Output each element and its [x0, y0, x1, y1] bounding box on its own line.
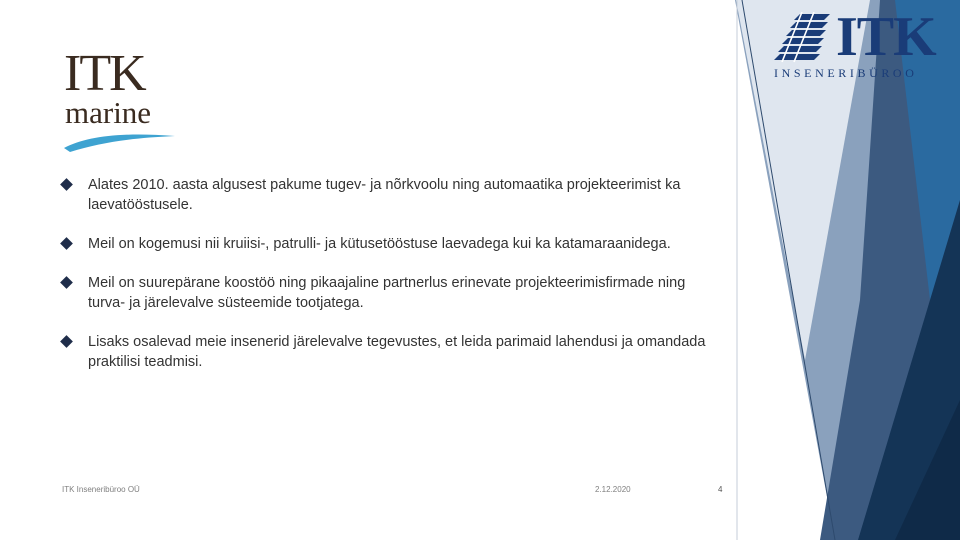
- footer-date: 2.12.2020: [595, 485, 631, 494]
- diamond-bullet-icon: [60, 335, 73, 348]
- bullet-text: Lisaks osalevad meie insenerid järelevalve tegevustes, et leida parimaid lahendusi ja omandada praktilisi teadmisi.: [88, 334, 706, 370]
- ship-icon: [774, 12, 834, 64]
- bullet-list: [62, 175, 722, 391]
- bullet-item: [62, 234, 722, 254]
- itk-marine-logo: [62, 45, 177, 158]
- diamond-bullet-icon: [60, 178, 73, 191]
- logo-right-subtitle: INSENERIBÜROO: [774, 66, 918, 80]
- logo-left-marine: marine: [65, 95, 152, 130]
- diamond-bullet-icon: [60, 237, 73, 250]
- wave-icon: [62, 130, 177, 154]
- footer-organization: ITK Inseneribüroo OÜ: [62, 485, 140, 494]
- bullet-text: Meil on suurepärane koostöö ning pikaajaline partnerlus erinevate projekteerimisfirmade ning turva- ja järelevalve süsteemide tootjatega.: [88, 275, 686, 311]
- bullet-text: Meil on kogemusi nii kruiisi-, patrulli- ja kütusetööstuse laevadega kui ka katamaraanidega.: [88, 236, 671, 252]
- logo-right-itk: ITK: [836, 6, 936, 68]
- bullet-item: [62, 273, 722, 313]
- slide-number: 4: [718, 485, 723, 494]
- diamond-bullet-icon: [60, 276, 73, 289]
- bullet-item: [62, 175, 722, 215]
- itk-inseneriburoo-logo: [772, 6, 952, 86]
- bullet-text: Alates 2010. aasta algusest pakume tugev- ja nõrkvoolu ning automaatika projekteerimist ka laevatööstusele.: [88, 177, 681, 213]
- logo-left-itk: ITK: [64, 45, 145, 102]
- bullet-item: [62, 332, 722, 372]
